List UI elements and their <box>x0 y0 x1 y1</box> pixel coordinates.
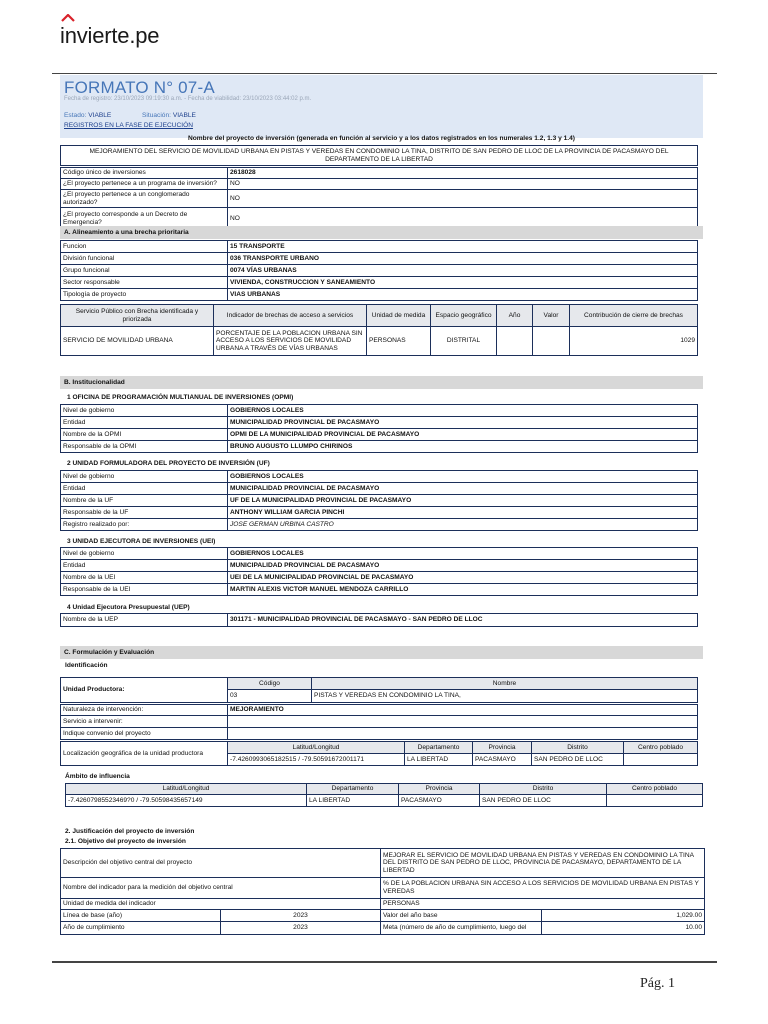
uep-table <box>60 613 698 627</box>
row-label: Responsable de la OPMI <box>61 441 228 453</box>
row-value: BRUNO AUGUSTO LLUMPO CHIRINOS <box>228 441 698 453</box>
opmi-table <box>60 404 698 453</box>
ambito-title: Ámbito de influencia <box>65 773 130 780</box>
situacion-value: VIABLE <box>172 112 196 119</box>
info-label: ¿El proyecto corresponde a un Decreto de Emergencia? <box>61 208 228 230</box>
uei-table <box>60 547 698 596</box>
brecha-cell: PORCENTAJE DE LA POBLACION URBANA SIN ACCESO A LOS SERVICIOS DE MOVILIDAD URBANA A TRAVÉS DE VÍAS URBANAS <box>214 327 367 356</box>
form-header <box>60 75 703 138</box>
objetivo-table <box>60 848 705 935</box>
info-value: NO <box>228 190 698 208</box>
brecha-cell: 1029 <box>570 327 698 356</box>
up-header-codigo: Código <box>228 678 312 690</box>
row-value: GOBIERNOS LOCALES <box>228 471 698 483</box>
nombre-table <box>60 145 698 166</box>
row-label: Grupo funcional <box>61 265 228 277</box>
row-value: MUNICIPALIDAD PROVINCIAL DE PACASMAYO <box>228 417 698 429</box>
intervencion-table <box>60 704 698 740</box>
brecha-cell <box>533 327 570 356</box>
info-label: ¿El proyecto pertenece a un programa de inversión? <box>61 179 228 190</box>
up-header-nombre: Nombre <box>312 678 698 690</box>
brecha-cell: PERSONAS <box>367 327 431 356</box>
naturaleza-value: MEJORAMIENTO <box>228 705 698 716</box>
ind-label: Nombre del indicador para la medición del objetivo central <box>61 878 381 899</box>
brecha-header: Valor <box>533 305 570 327</box>
row-value: ANTHONY WILLIAM GARCIA PINCHI <box>228 507 698 519</box>
row-value: UEI DE LA MUNICIPALIDAD PROVINCIAL DE PACASMAYO <box>228 572 698 584</box>
brecha-cell: DISTRITAL <box>431 327 497 356</box>
lb-value: 2023 <box>221 910 381 922</box>
lb-label: Línea de base (año) <box>61 910 221 922</box>
row-label: Entidad <box>61 417 228 429</box>
localizacion-table <box>60 741 698 766</box>
amb-header: Distrito <box>480 784 607 795</box>
info-table <box>60 167 698 230</box>
meta-label: Meta (número de año de cumplimiento, luego del <box>381 922 542 935</box>
justificacion-title: 2. Justificación del proyecto de inversión <box>65 828 195 835</box>
unidad-productora-table <box>60 677 698 703</box>
brecha-header: Servicio Público con Brecha identificada y priorizada <box>61 305 214 327</box>
loc-cell: SAN PEDRO DE LLOC <box>532 754 624 766</box>
identificacion-title: Identificación <box>65 662 108 669</box>
ind-value: % DE LA POBLACION URBANA SIN ACCESO A LOS SERVICIOS DE MOVILIDAD URBANA EN PISTAS Y VEREDAS <box>381 878 705 899</box>
brecha-table <box>60 304 698 356</box>
row-label: Sector responsable <box>61 277 228 289</box>
row-value: 15 TRANSPORTE <box>228 241 698 253</box>
logo-arrow-icon <box>61 14 75 22</box>
row-label: Nombre de la UEP <box>61 614 228 627</box>
info-value: NO <box>228 179 698 190</box>
row-label: Nombre de la UEI <box>61 572 228 584</box>
page-number: Pág. 1 <box>640 976 675 991</box>
servicio-value <box>228 716 698 728</box>
row-value: VIVIENDA, CONSTRUCCION Y SANEAMIENTO <box>228 277 698 289</box>
servicio-label: Servicio a intervenir: <box>61 716 228 728</box>
row-label: Registro realizado por: <box>61 519 228 531</box>
uf-title: 2 UNIDAD FORMULADORA DEL PROYECTO DE INVERSIÓN (UF) <box>67 460 270 467</box>
brecha-header: Unidad de medida <box>367 305 431 327</box>
info-value: NO <box>228 208 698 230</box>
nombre-label: Nombre del proyecto de inversión (generada en función al servicio y a los datos registrados en los numerales 1.2, 1.3 y 1.4) <box>188 135 575 142</box>
loc-cell: -7.4260993065182515 / -79.50591672001171 <box>228 754 405 766</box>
ambito-table <box>65 783 703 807</box>
amb-cell: LA LIBERTAD <box>307 795 399 807</box>
loc-cell: PACASMAYO <box>473 754 532 766</box>
section-c-title: C. Formulación y Evaluación <box>60 646 703 659</box>
row-value: MUNICIPALIDAD PROVINCIAL DE PACASMAYO <box>228 483 698 495</box>
row-value: 036 TRANSPORTE URBANO <box>228 253 698 265</box>
row-label: Nivel de gobierno <box>61 405 228 417</box>
amb-header: Departamento <box>307 784 399 795</box>
row-label: División funcional <box>61 253 228 265</box>
ac-value: 2023 <box>221 922 381 935</box>
section-a-title: A. Alineamiento a una brecha prioritaria <box>60 226 703 239</box>
ac-label: Año de cumplimiento <box>61 922 221 935</box>
row-value: JOSE GERMAN URBINA CASTRO <box>228 519 698 531</box>
info-label: ¿El proyecto pertenece a un conglomerado autorizado? <box>61 190 228 208</box>
amb-cell: PACASMAYO <box>399 795 480 807</box>
row-label: Entidad <box>61 483 228 495</box>
convenio-value <box>228 728 698 740</box>
row-value: 0074 VÍAS URBANAS <box>228 265 698 277</box>
um-value: PERSONAS <box>381 899 705 910</box>
meta-value: 10.00 <box>542 922 705 935</box>
brecha-cell <box>497 327 533 356</box>
row-value: 301171 - MUNICIPALIDAD PROVINCIAL DE PACASMAYO - SAN PEDRO DE LLOC <box>228 614 698 627</box>
row-label: Entidad <box>61 560 228 572</box>
loc-cell: LA LIBERTAD <box>405 754 473 766</box>
invierte-pe-logo <box>60 17 159 47</box>
bottom-rule <box>52 961 717 963</box>
info-label: Código único de inversiones <box>61 168 228 179</box>
row-label: Nombre de la OPMI <box>61 429 228 441</box>
amb-header: Centro poblado <box>607 784 703 795</box>
section-a-table <box>60 240 698 301</box>
row-value: MARTIN ALEXIS VICTOR MANUEL MENDOZA CARRILLO <box>228 584 698 596</box>
vab-label: Valor del año base <box>381 910 542 922</box>
brecha-header: Contribución de cierre de brechas <box>570 305 698 327</box>
row-label: Tipología de proyecto <box>61 289 228 301</box>
opmi-title: 1 OFICINA DE PROGRAMACIÓN MULTIANUAL DE INVERSIONES (OPMI) <box>67 394 294 401</box>
up-nombre: PISTAS Y VEREDAS EN CONDOMINIO LA TINA, <box>312 690 698 703</box>
amb-header: Latitud/Longitud <box>66 784 307 795</box>
amb-cell <box>607 795 703 807</box>
row-label: Responsable de la UEI <box>61 584 228 596</box>
form-dates: Fecha de registro: 23/10/2023 09:19:30 a.m. - Fecha de viabilidad: 23/10/2023 03:44:02 p.m. <box>64 96 312 102</box>
row-label: Nivel de gobierno <box>61 471 228 483</box>
estado: Estado: VIABLE <box>64 112 112 119</box>
unidad-productora-label: Unidad Productora: <box>61 678 228 703</box>
naturaleza-label: Naturaleza de intervención: <box>61 705 228 716</box>
loc-cell <box>624 754 698 766</box>
brecha-header: Año <box>497 305 533 327</box>
loc-header: Distrito <box>532 742 624 754</box>
row-value: UF DE LA MUNICIPALIDAD PROVINCIAL DE PACASMAYO <box>228 495 698 507</box>
up-codigo: 03 <box>228 690 312 703</box>
loc-header: Latitud/Longitud <box>228 742 405 754</box>
desc-value: MEJORAR EL SERVICIO DE MOVILIDAD URBANA EN PISTAS Y VEREDAS EN CONDOMINIO LA TINA DEL DISTRITO DE SAN PEDRO DE LLOC, PROVINCIA DE PACASMAYO, DEPARTAMENTO DE LA LIBERTAD <box>381 849 705 878</box>
vab-value: 1,029.00 <box>542 910 705 922</box>
row-label: Nombre de la UF <box>61 495 228 507</box>
uei-title: 3 UNIDAD EJECUTORA DE INVERSIONES (UEI) <box>67 538 216 545</box>
amb-cell: -7.42607985523469?0 / -79.50598435657149 <box>66 795 307 807</box>
row-value: GOBIERNOS LOCALES <box>228 548 698 560</box>
top-rule <box>52 73 717 74</box>
amb-cell: SAN PEDRO DE LLOC <box>480 795 607 807</box>
uep-title: 4 Unidad Ejecutora Presupuestal (UEP) <box>67 604 190 611</box>
logo-text: invierte.pe <box>60 23 160 48</box>
desc-label: Descripción del objetivo central del proyecto <box>61 849 381 878</box>
info-value: 2618028 <box>228 168 698 179</box>
row-value: OPMI DE LA MUNICIPALIDAD PROVINCIAL DE PACASMAYO <box>228 429 698 441</box>
convenio-label: Indique convenio del proyecto <box>61 728 228 740</box>
row-value: VIAS URBANAS <box>228 289 698 301</box>
row-value: MUNICIPALIDAD PROVINCIAL DE PACASMAYO <box>228 560 698 572</box>
situacion: Situación: VIABLE <box>142 112 196 119</box>
loc-header: Departamento <box>405 742 473 754</box>
um-label: Unidad de medida del indicador <box>61 899 381 910</box>
localizacion-label: Localización geográfica de la unidad productora <box>61 742 228 766</box>
row-label: Funcion <box>61 241 228 253</box>
registros-link[interactable]: REGISTROS EN LA FASE DE EJECUCIÓN <box>64 122 193 129</box>
brecha-header: Espacio geográfico <box>431 305 497 327</box>
section-b-title: B. Institucionalidad <box>60 376 703 389</box>
brecha-header: Indicador de brechas de acceso a servicios <box>214 305 367 327</box>
objetivo-title: 2.1. Objetivo del proyecto de inversión <box>65 838 186 845</box>
estado-value: VIABLE <box>88 112 112 119</box>
loc-header: Provincia <box>473 742 532 754</box>
brecha-cell: SERVICIO DE MOVILIDAD URBANA <box>61 327 214 356</box>
row-label: Responsable de la UF <box>61 507 228 519</box>
loc-header: Centro poblado <box>624 742 698 754</box>
amb-header: Provincia <box>399 784 480 795</box>
row-value: GOBIERNOS LOCALES <box>228 405 698 417</box>
form-title: FORMATO N° 07-A <box>64 78 215 97</box>
row-label: Nivel de gobierno <box>61 548 228 560</box>
uf-table <box>60 470 698 531</box>
nombre-value: MEJORAMIENTO DEL SERVICIO DE MOVILIDAD URBANA EN PISTAS Y VEREDAS EN CONDOMINIO LA TINA, DISTRITO DE SAN PEDRO DE LLOC DE LA PROVINCIA DE PACASMAYO DEL DEPARTAMENTO DE LA LIBERTAD <box>61 146 698 166</box>
